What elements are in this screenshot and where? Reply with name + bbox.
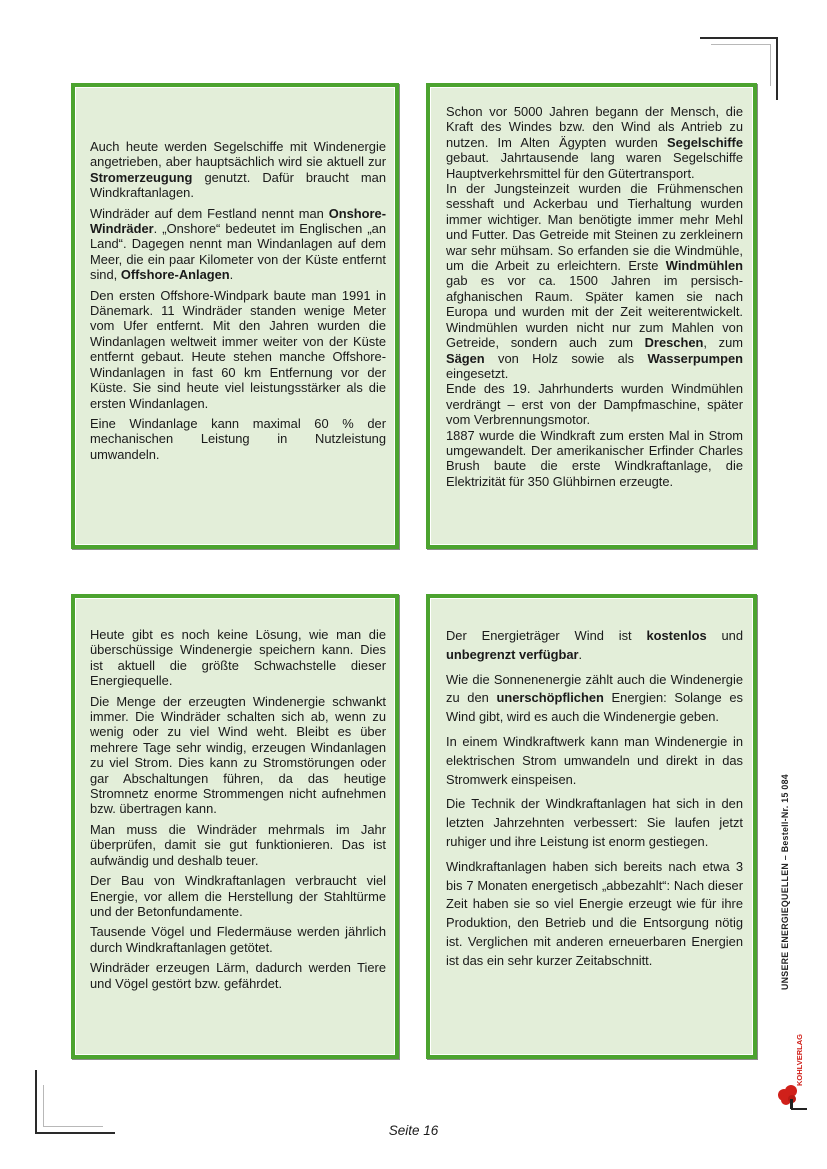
text-run: gab es vor ca. 1500 Jahren im persisch-afghanischen Raum. Später kamen sie nach Europa und wurden mit der Zeit weiterentwickelt. Windmühlen wurden nicht nur zum Mahlen von Getreide, sondern auch zum	[446, 273, 743, 351]
bold-term: Sägen	[446, 350, 485, 366]
info-card-disadvantages	[71, 594, 399, 1059]
bold-term: kostenlos	[646, 628, 707, 643]
text-run: Windräder auf dem Festland nennt man	[90, 205, 329, 221]
bold-term: Windmühlen	[665, 258, 743, 274]
text-run: eingesetzt.	[446, 365, 509, 381]
card-paragraph	[446, 428, 743, 490]
card-paragraph	[446, 381, 743, 427]
card-paragraph	[90, 873, 386, 919]
card-paragraph	[446, 858, 743, 971]
corner-bracket-top-right-inner	[711, 44, 771, 45]
text-run: Auch heute werden Segelschiffe mit Windenergie angetrieben, aber hauptsächlich wird sie aktuell zur	[90, 139, 386, 170]
info-card-history	[426, 83, 757, 549]
text-run: In einem Windkraftwerk kann man Windenergie in elektrischen Strom umwandeln und direkt in das Stromwerk einspeisen.	[446, 733, 743, 787]
corner-bracket-top-right	[776, 37, 778, 100]
text-run: Man muss die Windräder mehrmals im Jahr überprüfen, damit sie gut funktionieren. Das ist aufwändig und deshalb teuer.	[90, 821, 386, 868]
text-run: Wie die Sonnenenergie zählt auch die Windenergie zu den	[446, 671, 743, 706]
card-text	[90, 627, 386, 991]
info-card-advantages	[426, 594, 757, 1059]
card-paragraph	[90, 139, 386, 201]
text-run: Ende des 19. Jahrhunderts wurden Windmühlen verdrängt – erst von der Dampfmaschine, später vom Verbrennungsmotor.	[446, 381, 743, 428]
bold-term: Offshore-Anlagen	[120, 267, 230, 283]
text-run: Windkraftanlagen haben sich bereits nach etwa 3 bis 7 Monaten energetisch „abbezahlt“: Nach dieser Zeit haben sie so viel Energie erzeugt wie für ihre Produktion, den Betrieb und die Entsorgung nötig ist. Verglichen mit anderen erneuerbaren Energien ist das ein sehr kurzer Zeitabschnitt.	[446, 858, 743, 968]
card-paragraph	[446, 181, 743, 381]
text-run: .	[578, 646, 583, 662]
card-paragraph	[90, 416, 386, 462]
card-paragraph	[446, 733, 743, 789]
text-run: Tausende Vögel und Fledermäuse werden jährlich durch Windkraftanlagen getötet.	[90, 924, 386, 955]
card-paragraph	[446, 627, 743, 665]
series-order-text: UNSERE ENERGIEQUELLEN – Bestell-Nr. 15 084	[780, 774, 790, 990]
card-paragraph	[446, 795, 743, 851]
card-paragraph	[90, 822, 386, 868]
bold-term: Dreschen	[644, 335, 704, 351]
text-run: Die Menge der erzeugten Windenergie schwankt immer. Die Windräder schalten sich ab, wenn zu wenig oder zu viel Wind weht. Bleibt es über mehrere Tage sehr windig, erzeugen Windanlagen zu viel Strom. Dies kann zu Stromstörungen oder gar Abschaltungen führen, da das heutige Stromnetz enorme Strommengen nicht aufnehmen bzw. übertragen kann.	[90, 693, 386, 817]
text-run: Energien: Solange es Wind gibt, wird es auch die Windenergie geben.	[446, 690, 743, 725]
card-text	[90, 139, 386, 462]
text-run: Den ersten Offshore-Windpark baute man 1991 in Dänemark. 11 Windräder standen wenige Meter vom Ufer entfernt. Mit den Jahren wurden die Windanlagen weltweit immer weiter von der Küste entfernt gebaut. Heute stehen manche Offshore-Windanlagen in fast 60 km Entfernung vor der Küste. Sie sind heute viel leistungsstärker als die ersten Windanlagen.	[90, 287, 386, 411]
info-card-offshore	[71, 83, 399, 549]
bold-term: unbegrenzt verfügbar	[446, 646, 579, 662]
text-run: 1887 wurde die Windkraft zum ersten Mal in Strom umgewandelt. Der amerikanischer Erfinder Charles Brush baute die erste Windkraftanlage, die Elektrizität für 350 Glühbirnen erzeugte.	[446, 427, 743, 489]
text-run: . „Onshore“ bedeutet im Englischen „an Land“. Dagegen nennt man Windanlagen auf dem Meer, die ein paar Kilometer von der Küste entfernt sind,	[90, 221, 386, 283]
corner-bracket-bottom-left-inner	[43, 1085, 44, 1127]
card-paragraph	[446, 104, 743, 181]
text-run: Heute gibt es noch keine Lösung, wie man die überschüssige Windenergie speichern kann. Dies ist aktuell die größte Schwachstelle dieser Energiequelle.	[90, 627, 386, 689]
publisher-logo	[772, 1020, 810, 1110]
text-run: gebaut. Jahrtausende lang waren Segelschiffe Hauptverkehrsmittel für den Gütertransport.	[446, 150, 743, 181]
bold-term: Segelschiffe	[667, 134, 743, 150]
card-paragraph	[90, 288, 386, 411]
card-paragraph	[90, 960, 386, 991]
text-run: von Holz sowie als	[484, 350, 648, 366]
corner-bracket-top-right-inner	[770, 44, 771, 86]
text-run: Schon vor 5000 Jahren begann der Mensch, die Kraft des Windes bzw. den Wind als Antrieb zu nutzen. Im Alten Ägypten wurden	[446, 104, 743, 150]
text-run: und	[706, 628, 743, 643]
bold-term: Onshore-Windräder	[90, 205, 386, 237]
card-paragraph	[446, 671, 743, 727]
page-number: Seite 16	[388, 1123, 439, 1138]
card-paragraph	[90, 627, 386, 689]
publisher-name: KOHLVERLAG	[795, 1034, 804, 1086]
text-run: Eine Windanlage kann maximal 60 % der mechanischen Leistung in Nutzleistung umwandeln.	[90, 415, 386, 462]
text-run: Der Bau von Windkraftanlagen verbraucht viel Energie, vor allem die Herstellung der Stahltürme und der Betonfundamente.	[90, 873, 386, 919]
corner-bracket-top-right	[700, 37, 778, 39]
bold-term: Stromerzeugung	[90, 169, 193, 185]
card-paragraph	[90, 694, 386, 817]
text-run: Die Technik der Windkraftanlagen hat sich in den letzten Jahrzehnten verbessert: Sie laufen jetzt ruhiger und ihre Leistung ist enorm gestiegen.	[446, 796, 743, 849]
card-text	[446, 104, 743, 489]
bold-term: unerschöpflichen	[496, 690, 604, 706]
card-text	[446, 627, 743, 971]
text-run: genutzt. Dafür braucht man Windkraftanlagen.	[90, 169, 386, 201]
tree-logo-icon	[772, 1020, 810, 1110]
card-paragraph	[90, 924, 386, 955]
card-paragraph	[90, 206, 386, 283]
text-run: Der Energieträger Wind ist	[446, 628, 647, 643]
text-run: , zum	[703, 335, 743, 351]
text-run: .	[229, 267, 234, 283]
bold-term: Wasserpumpen	[647, 350, 743, 366]
text-run: Windräder erzeugen Lärm, dadurch werden Tiere und Vögel gestört bzw. gefährdet.	[90, 960, 386, 991]
text-run: In der Jungsteinzeit wurden die Frühmenschen sesshaft und Ackerbau und Tierhaltung wurden immer wichtiger. Man benötigte immer mehr Mehl und Futter. Das Getreide mit Steinen zu zerkleinern war sehr mühsam. So erfanden sie die Windmühle, um die Arbeit zu erleichtern. Erste	[446, 181, 743, 274]
